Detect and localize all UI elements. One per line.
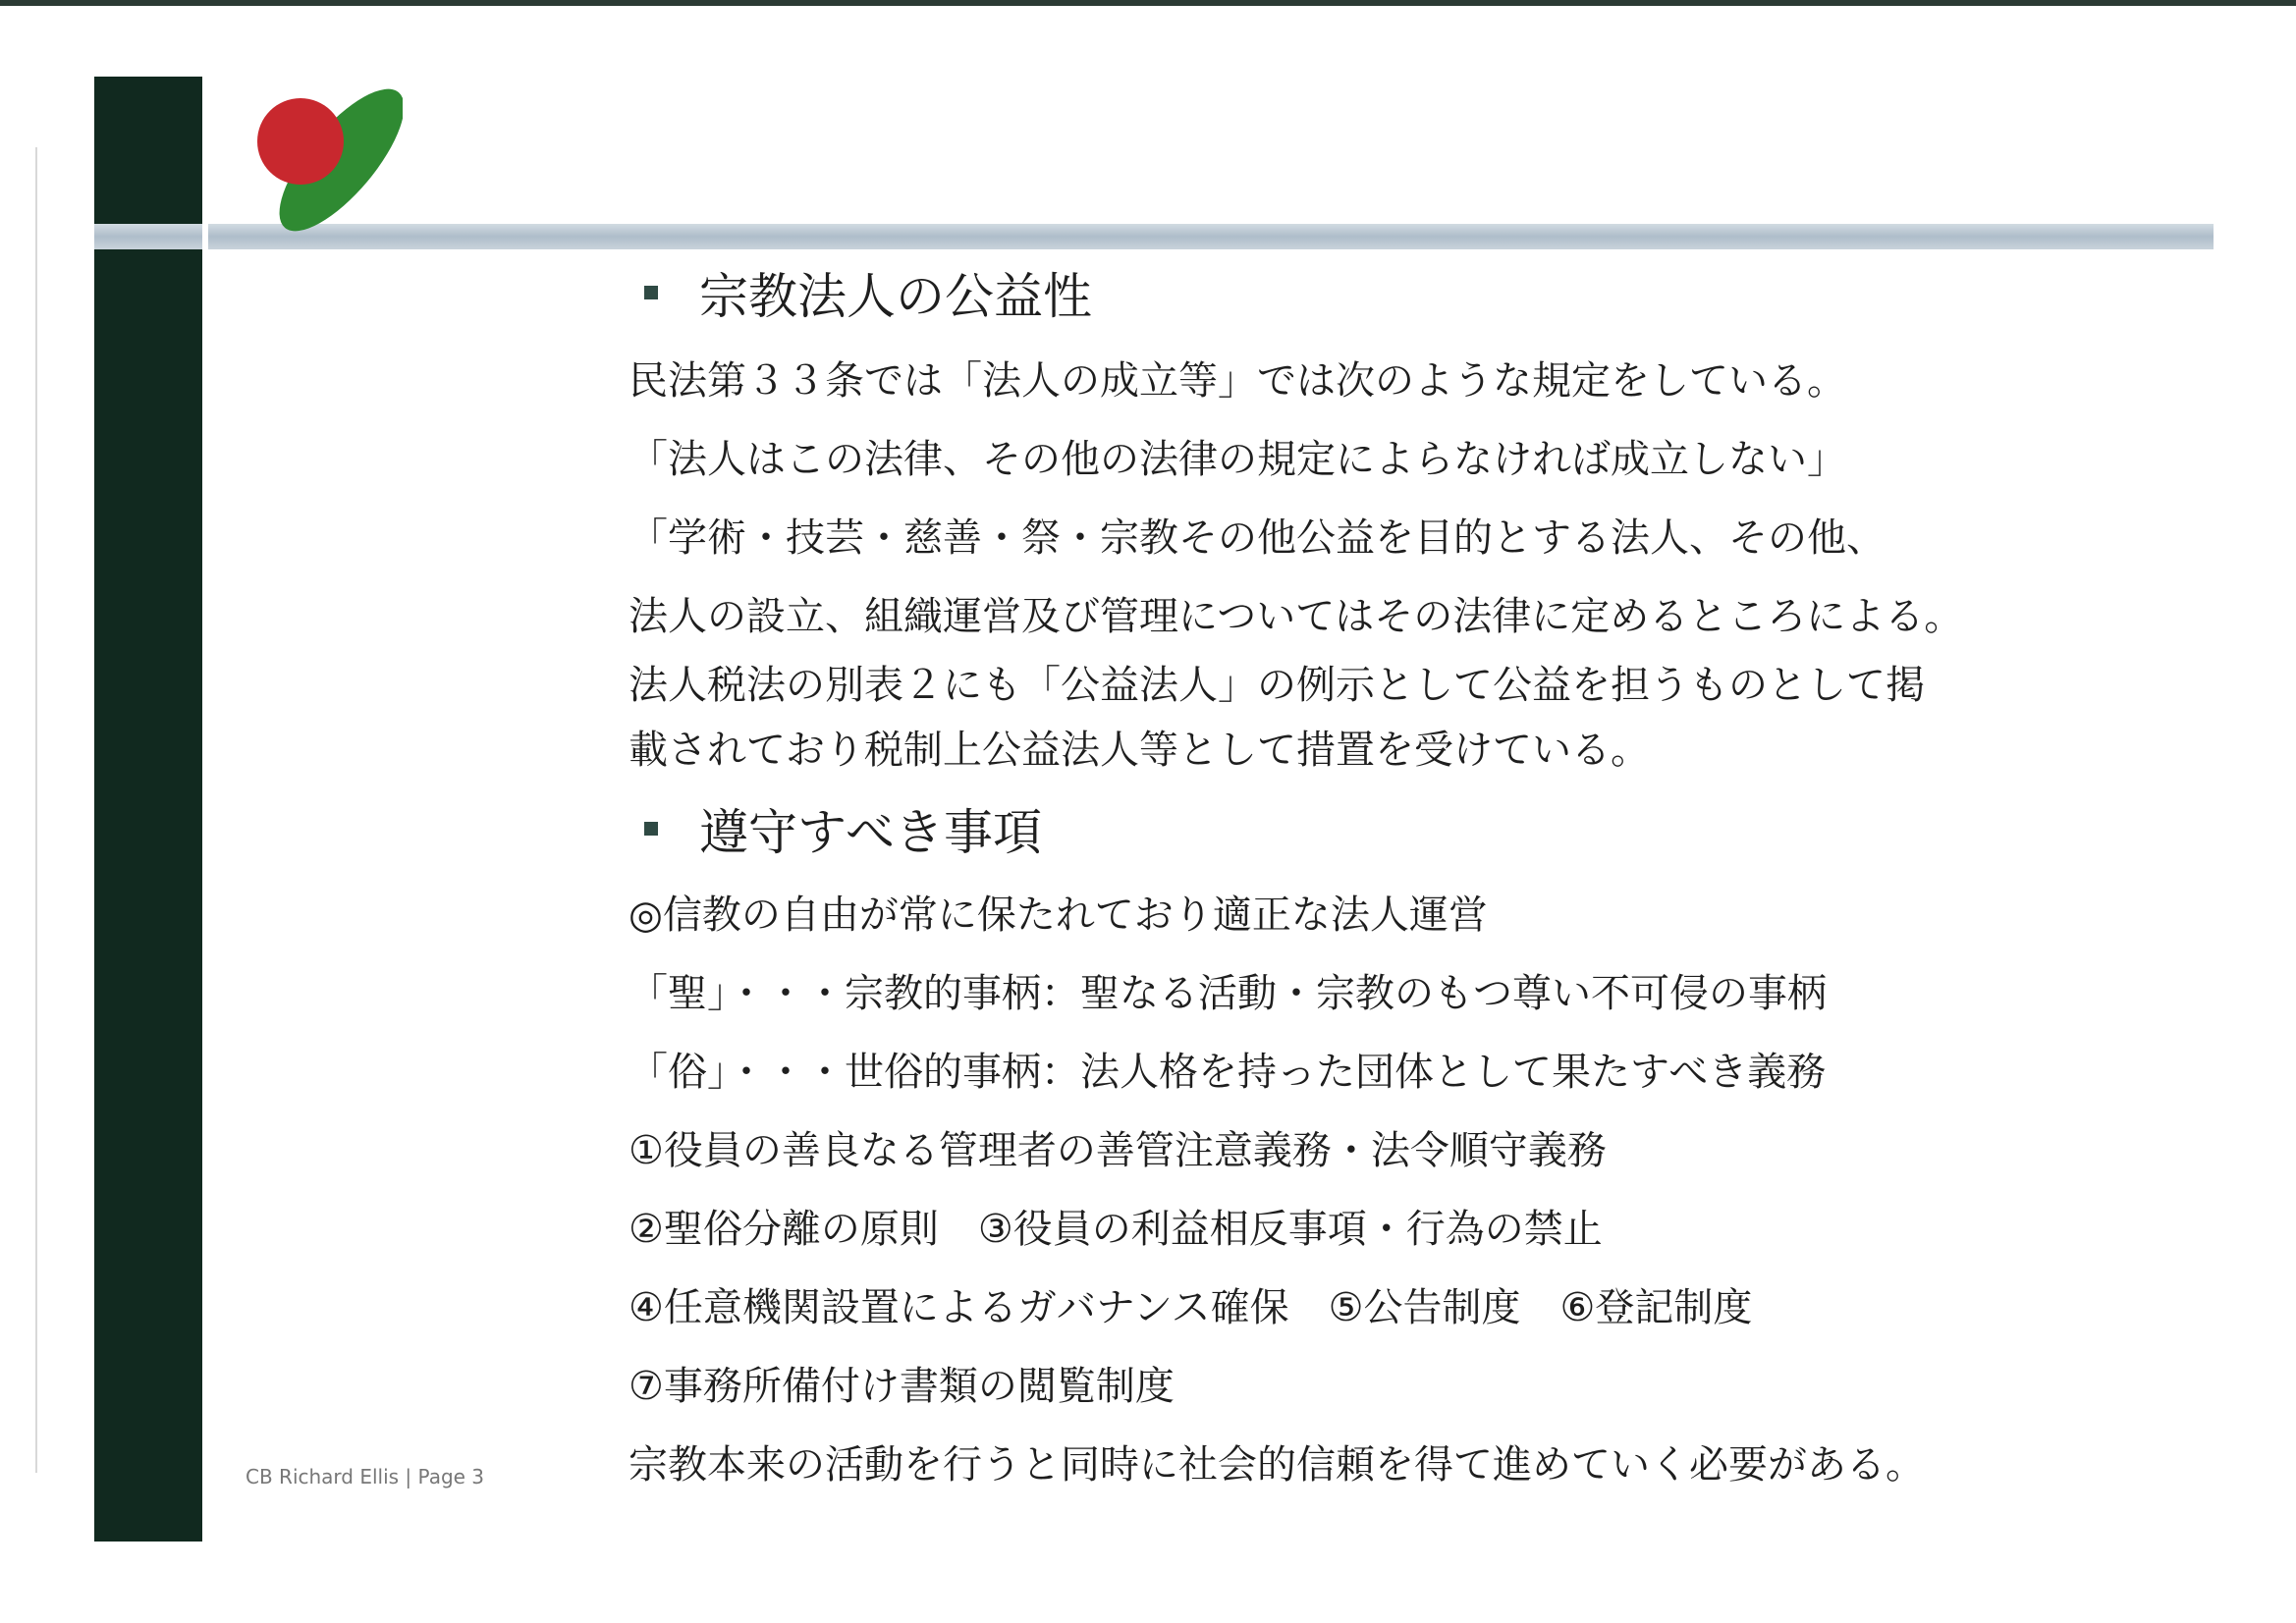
- accent-line-gap: [202, 224, 208, 249]
- body-line: ①役員の善良なる管理者の善管注意義務・法令順守義務: [629, 1128, 1607, 1173]
- square-bullet-icon: [644, 822, 658, 836]
- section-heading: [629, 789, 2160, 868]
- section-heading-text: 遵守すべき事項: [699, 804, 1042, 861]
- logo-red-circle: [257, 98, 344, 185]
- body-line: 「学術・技芸・慈善・祭・宗教その他公益を目的とする法人、その他、: [629, 515, 1886, 561]
- logo-icon: [246, 86, 403, 253]
- body-line: 民法第３３条では「法人の成立等」では次のような規定をしている。: [629, 358, 1846, 404]
- body-line: 載されており税制上公益法人等として措置を受けている。: [629, 728, 1650, 773]
- body-line: ⑦事務所備付け書類の閲覧制度: [629, 1364, 1175, 1409]
- page-footer: CB Richard Ellis | Page 3: [246, 1465, 485, 1488]
- body-line: ④任意機関設置によるガバナンス確保 ⑤公告制度 ⑥登記制度: [629, 1285, 1753, 1330]
- page-left-edge: [35, 147, 37, 1473]
- body-line: ◎信教の自由が常に保たれており適正な法人運営: [629, 893, 1488, 938]
- main-content: [629, 253, 2160, 1512]
- section-heading-text: 宗教法人の公益性: [699, 268, 1092, 325]
- body-line: 宗教本来の活動を行うと同時に社会的信頼を得て進めていく必要がある。: [629, 1442, 1925, 1488]
- body-line: 「俗」・・・世俗的事柄：法人格を持った団体として果たすべき義務: [629, 1050, 1827, 1095]
- body-line: 法人税法の別表２にも「公益法人」の例示として公益を担うものとして掲: [629, 663, 1925, 708]
- section-heading: [629, 253, 2160, 332]
- page-top-edge: [0, 0, 2296, 6]
- square-bullet-icon: [644, 286, 658, 299]
- body-line: 法人の設立、組織運営及び管理についてはその法律に定めるところによる。: [629, 594, 1964, 639]
- body-line: 「聖」・・・宗教的事柄：聖なる活動・宗教のもつ尊い不可侵の事柄: [629, 971, 1827, 1016]
- body-line: ②聖俗分離の原則 ③役員の利益相反事項・行為の禁止: [629, 1207, 1603, 1252]
- horizontal-accent-line: [94, 224, 2214, 249]
- body-line: 「法人はこの法律、その他の法律の規定によらなければ成立しない」: [629, 437, 1846, 482]
- vertical-dark-bar: [94, 77, 202, 1542]
